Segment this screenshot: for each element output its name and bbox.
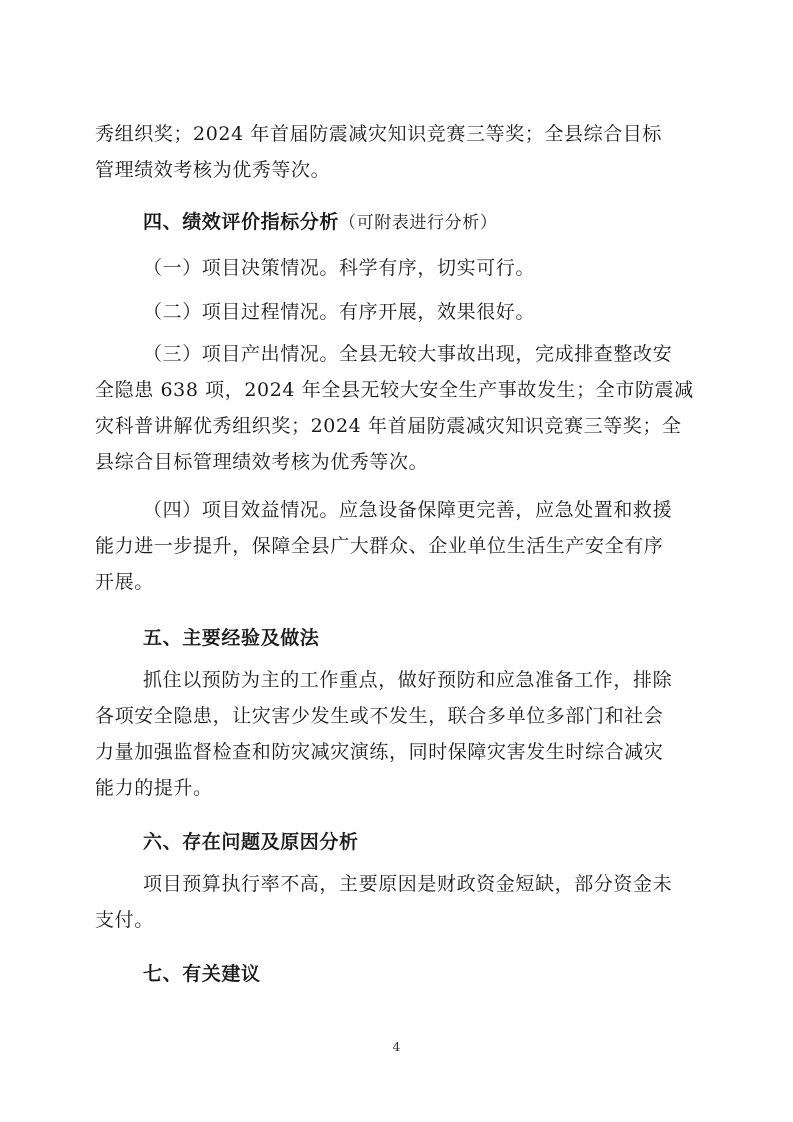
paragraph-line: 全隐患 638 项，2024 年全县无较大安全生产事故发生；全市防震减 xyxy=(95,379,694,401)
page-number: 4 xyxy=(392,1040,401,1054)
section-5-heading xyxy=(143,620,319,656)
section-7-heading xyxy=(143,956,261,992)
section-4-item-3 xyxy=(95,336,700,480)
paragraph-line: （四）项目效益情况。应急设备保障更完善，应急处置和救援 xyxy=(143,499,673,521)
section-6-body xyxy=(95,866,700,938)
paragraph-line: 灾科普讲解优秀组织奖；2024 年首届防震减灾知识竞赛三等奖；全 xyxy=(95,415,682,437)
paragraph-line: 县综合目标管理绩效考核为优秀等次。 xyxy=(95,451,429,473)
section-7-title: 七、有关建议 xyxy=(143,963,261,985)
section-4-item-4 xyxy=(95,492,700,600)
paragraph-line: 力量加强监督检查和防灾减灾演练，同时保障灾害发生时综合减灾 xyxy=(95,741,664,763)
section-4-title: 四、绩效评价指标分析 xyxy=(143,211,340,233)
intro-paragraph xyxy=(95,116,700,188)
section-4-heading xyxy=(143,204,497,241)
section-5-body xyxy=(95,662,700,806)
section-5-title: 五、主要经验及做法 xyxy=(143,627,320,649)
paragraph-line: 项目预算执行率不高，主要原因是财政资金短缺，部分资金未 xyxy=(143,873,673,895)
paragraph-line: （一）项目决策情况。科学有序，切实可行。 xyxy=(143,257,536,279)
paragraph-line: 抓住以预防为主的工作重点，做好预防和应急准备工作，排除 xyxy=(143,669,673,691)
section-6-heading xyxy=(143,824,359,860)
paragraph-line: 能力进一步提升，保障全县广大群众、企业单位生活生产安全有序 xyxy=(95,535,664,557)
paragraph-line: 支付。 xyxy=(95,909,154,931)
paragraph-line: 秀组织奖；2024 年首届防震减灾知识竞赛三等奖；全县综合目标 xyxy=(95,123,662,145)
section-4-item-1 xyxy=(95,250,700,286)
section-6-title: 六、存在问题及原因分析 xyxy=(143,831,359,853)
paragraph-line: 开展。 xyxy=(95,571,154,593)
paragraph-line: （二）项目过程情况。有序开展，效果很好。 xyxy=(143,301,536,323)
paragraph-line: （三）项目产出情况。全县无较大事故出现，完成排查整改安 xyxy=(143,343,673,365)
section-4-item-2 xyxy=(95,294,700,330)
paragraph-line: 管理绩效考核为优秀等次。 xyxy=(95,159,331,181)
paragraph-line: 各项安全隐患，让灾害少发生或不发生，联合多单位多部门和社会 xyxy=(95,705,664,727)
section-4-note: （可附表进行分析） xyxy=(339,213,498,233)
paragraph-line: 能力的提升。 xyxy=(95,777,213,799)
